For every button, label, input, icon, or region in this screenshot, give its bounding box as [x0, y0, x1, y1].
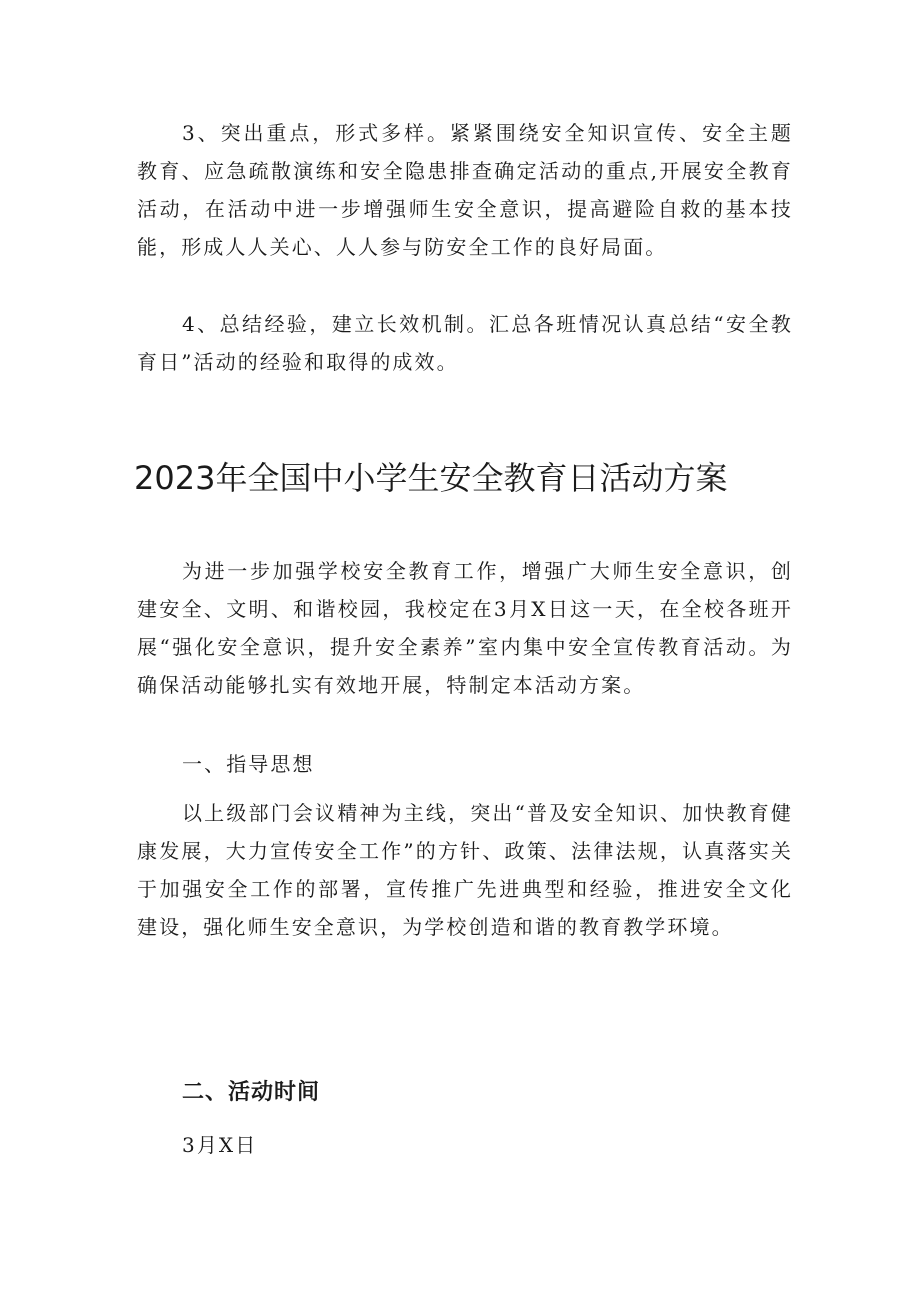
item-3-paragraph: 3、突出重点，形式多样。紧紧围绕安全知识宣传、安全主题教育、应急疏散演练和安全隐患排查确定活动的重点,开展安全教育活动，在活动中进一步增强师生安全意识，提高避险自救的基本技能，形成人人关心、人人参与防安全工作的良好局面。	[137, 121, 793, 259]
section-1-heading: 一、指导思想	[182, 752, 315, 776]
section-2-body: 3月X日	[182, 1133, 258, 1157]
intro-paragraph: 为进一步加强学校安全教育工作，增强广大师生安全意识，创建安全、文明、和谐校园，我校定在3月X日这一天，在全校各班开展“强化安全意识，提升安全素养”室内集中安全宣传教育活动。为确保活动能够扎实有效地开展，特制定本活动方案。	[137, 559, 793, 697]
section-2-heading: 二、活动时间	[182, 1080, 321, 1105]
document-title: 2023年全国中小学生安全教育日活动方案	[134, 459, 728, 497]
item-4-paragraph: 4、总结经验，建立长效机制。汇总各班情况认真总结“安全教育日”活动的经验和取得的成效。	[137, 312, 793, 374]
section-1-body: 以上级部门会议精神为主线，突出“普及安全知识、加快教育健康发展，大力宣传安全工作”的方针、政策、法律法规，认真落实关于加强安全工作的部署，宣传推广先进典型和经验，推进安全文化建设，强化师生安全意识，为学校创造和谐的教育教学环境。	[137, 801, 793, 939]
